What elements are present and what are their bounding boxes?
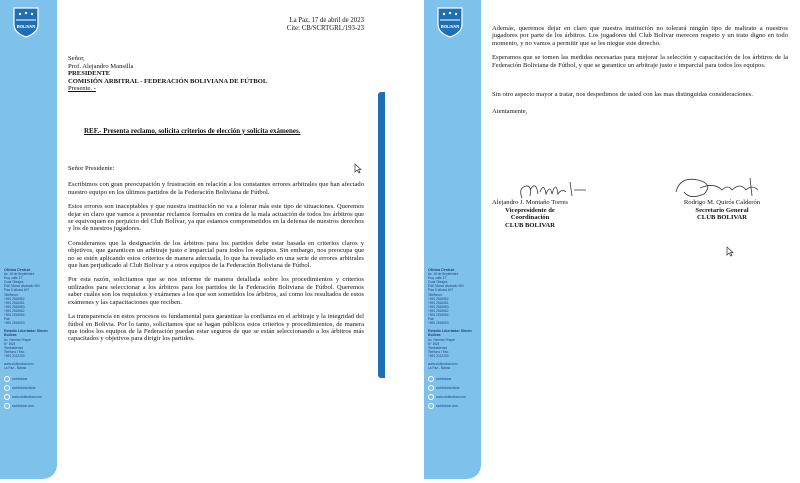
letter-cite: Cite: CB/SCRTGRL/193-23 [286, 25, 364, 32]
letter-body-1 [68, 165, 364, 350]
office-line: Teléfonos: [428, 292, 443, 297]
social-handle: clubbolivar [12, 377, 28, 382]
signer-role: Secretario General [695, 206, 749, 214]
office-line: +591 2516963 [4, 304, 25, 309]
stadium-line: Teléfono / Fax: [428, 349, 449, 354]
stadium-title: Estadio Libertador Simón Bolívar: [428, 329, 472, 338]
recipient-org: COMISIÓN ARBITRAL - FEDERACIÓN BOLIVIANA DE FÚTBOL [68, 77, 268, 85]
signer-block-1 [480, 199, 580, 229]
stadium-line: Teléfono / Fax: [4, 349, 25, 354]
signer-role: Vicepresidente de [505, 206, 555, 214]
social-handle: clubbolivaroficial [436, 386, 460, 391]
mail-icon [428, 403, 434, 409]
social-handle: clubbolivar [436, 377, 452, 382]
office-line: Av. 16 de Septiembre [428, 272, 459, 277]
facebook-icon [4, 376, 10, 382]
present-line: Presente. - [68, 85, 96, 93]
globe-icon [428, 394, 434, 400]
sidebar-contact-info [428, 268, 478, 412]
stadium-title: Estadio Libertador Simón Bolívar: [4, 329, 48, 338]
office-line: Piso 6 oficina 607 [428, 288, 454, 293]
office-line: +591 2516963 [428, 304, 449, 309]
office-line: +591 2516962 [428, 296, 449, 301]
office-line: Teléfonos: [4, 292, 19, 297]
signer-name: Alejandro J. Montaño Torres [492, 199, 568, 206]
letter-date: La Paz, 17 de abril de 2023 [289, 17, 364, 24]
city: La Paz - Bolivia [428, 366, 451, 371]
page-gap [385, 0, 424, 483]
recipient-name: Prof. Alejandro Mansilla [68, 62, 134, 70]
stadium-line: Av. Germán Frayre [4, 337, 31, 342]
office-line: Av. 16 de Septiembre [4, 272, 35, 277]
greeting: Señor Presidente: [68, 165, 115, 172]
social-handle: www.clubbolivar.com [436, 395, 466, 400]
crest-label: BOLIVAR [16, 24, 36, 29]
office-line: Edif. Marco Alvarado S/N [4, 284, 40, 289]
instagram-icon [4, 385, 10, 391]
stadium-line: Nº 1624 [4, 341, 16, 346]
club-crest-icon [436, 6, 464, 38]
office-line: +591 2516964 [428, 313, 449, 318]
closing: Atentamente, [492, 108, 528, 116]
signer-name: Rodrigo M. Quirós Calderón [683, 199, 761, 206]
recipient-block [68, 55, 364, 93]
salutation: Señor, [68, 55, 85, 62]
facebook-icon [428, 376, 434, 382]
signer-role: CLUB BOLIVAR [505, 221, 555, 229]
office-line: +591 2516963 [428, 321, 449, 326]
signer-role: CLUB BOLIVAR [697, 214, 747, 222]
social-handle: clubbolivar.com [436, 404, 458, 409]
mail-icon [4, 403, 10, 409]
sidebar-contact-info [4, 268, 54, 412]
office-line: Piso 6 oficina 607 [4, 288, 30, 293]
accent-bar [378, 92, 385, 378]
reference-line: REF.- Presenta reclamo, solicita criterios de elección y solicita exámenes. [84, 127, 301, 135]
office-line: +591 2516962 [4, 296, 25, 301]
office-line: Edif. Marco Alvarado S/N [428, 284, 464, 289]
social-handle: clubbolivar.com [12, 404, 34, 409]
signer-block-2 [667, 199, 777, 222]
office-line: +591 2516461 [428, 300, 449, 305]
stadium-line: Nº 1624 [428, 341, 440, 346]
office-line: +591 2516964 [4, 313, 25, 318]
web-address: www.clubbolivar.com [4, 361, 34, 366]
office-line: Zona Obrajes [4, 280, 24, 285]
paragraph: Escribimos con gran preocupación y frustración en relación a los constantes errores arbitrales que han afectado nuestro equipo en los últimos partidos de la Federación Boliviana de Fútbol. [68, 181, 364, 196]
office-line: Zona Obrajes [428, 280, 448, 285]
globe-icon [4, 394, 10, 400]
club-crest-icon [12, 6, 40, 38]
office-line: Fax: [428, 317, 435, 322]
letter-page-2 [424, 0, 800, 479]
city: La Paz - Bolivia [4, 366, 27, 371]
mouse-cursor-icon [354, 163, 362, 174]
social-handle: clubbolivaroficial [12, 386, 36, 391]
paragraph: La transparencia en estos procesos es fundamental para garantizar la confianza en el arbitraje y la integridad del fútbol en Bolivia. Por lo tanto, solicitamos que se hagan públicos estos criterios y procedimientos, de manera que todos los equipos de la Federación puedan estar seguros de que se están seleccionando a los árbitros más capacitados y objetivos para dirigir los partidos. [68, 313, 364, 343]
crest-label: BOLIVAR [440, 24, 460, 29]
letter-body-2 [492, 25, 788, 123]
stadium-line: +591 2412203 [4, 353, 25, 358]
letter-date-block [287, 17, 364, 33]
paragraph: Esperamos que se tomen las medidas necesarias para mejorar la selección y capacitación de los árbitros de la Federación Boliviana de Fútbol, y que se garantice un arbitraje justo e imparcial para todos los equipos. [492, 54, 788, 69]
paragraph: Sin otro aspecto mayor a tratar, nos despedimos de usted con las mas distinguidas consideraciones. [492, 91, 753, 99]
instagram-icon [428, 385, 434, 391]
stadium-line: Tembladerani [4, 345, 24, 350]
paragraph: Además, queremos dejar en claro que nuestra institución no tolerará ningún tipo de maltrato a nuestros jugadores por parte de los árbitros. Los jugadores del Club Bolivar merecen respeto y un trato digno en todo momento, y no vamos a permitir que se les niegue este derecho. [492, 25, 788, 47]
letterhead-sidebar [0, 0, 57, 479]
paragraph: Por esta razón, solicitamos que se nos informe de manera detallada sobre los procedimientos y criterios utilizados para seleccionar a los árbitros para los partidos de la Federación Boliviana de Fútbol. Queremos saber cuáles son los requisitos y exámenes a los que son sometidos los árbitros, así como los resultados de estos exámenes y las capacitaciones que reciben. [68, 276, 364, 306]
office-line: +591 2516962 [428, 308, 449, 313]
stadium-line: Av. Germán Frayre [428, 337, 455, 342]
signer-role: Coordinación [510, 214, 550, 222]
office-title: Oficina Central: [428, 268, 455, 272]
letter-page-1 [0, 0, 385, 479]
paragraph: Consideramos que la designación de los árbitros para los partidos debe estar basada en criterios claros y objetivos, que garanticen un arbitraje justo e imparcial para todos los equipos. Sin embargo, nos preocupa que no se estén aplicando estos criterios de manera adecuada, lo que ha resultado en una serie de errores arbitrales que han perjudicado al Club Bolivar y a otros equipos de la Federación Boliviana de Fútbol. [68, 239, 364, 270]
office-line: Fax: [4, 317, 11, 322]
office-title: Oficina Central: [4, 268, 31, 272]
letterhead-sidebar [424, 0, 481, 479]
stadium-line: Tembladerani [428, 345, 448, 350]
stadium-line: +591 2412203 [428, 353, 449, 358]
recipient-title: PRESIDENTE [68, 70, 111, 78]
web-address: www.clubbolivar.com [428, 361, 458, 366]
mouse-cursor-icon [726, 246, 734, 257]
paragraph: Estos errores son inaceptables y que nuestra institución no va a tolerar más este tipo de situaciones. Queremos dejar en claro que vamos a presentar reclamos formales en contra de la mala actuación de todos los árbitros que se equivoquen en perjuicio del Club Bolívar, ya que estamos comprometidos en la defensa de nuestros derechos y los de nuestros jugadores. [68, 203, 364, 233]
office-line: +591 2516461 [4, 300, 25, 305]
social-handle: www.clubbolivar.com [12, 395, 42, 400]
office-line: Esq. calle 17 [4, 276, 23, 281]
office-line: +591 2516962 [4, 308, 25, 313]
office-line: +591 2516963 [4, 321, 25, 326]
office-line: Esq. calle 17 [428, 276, 447, 281]
